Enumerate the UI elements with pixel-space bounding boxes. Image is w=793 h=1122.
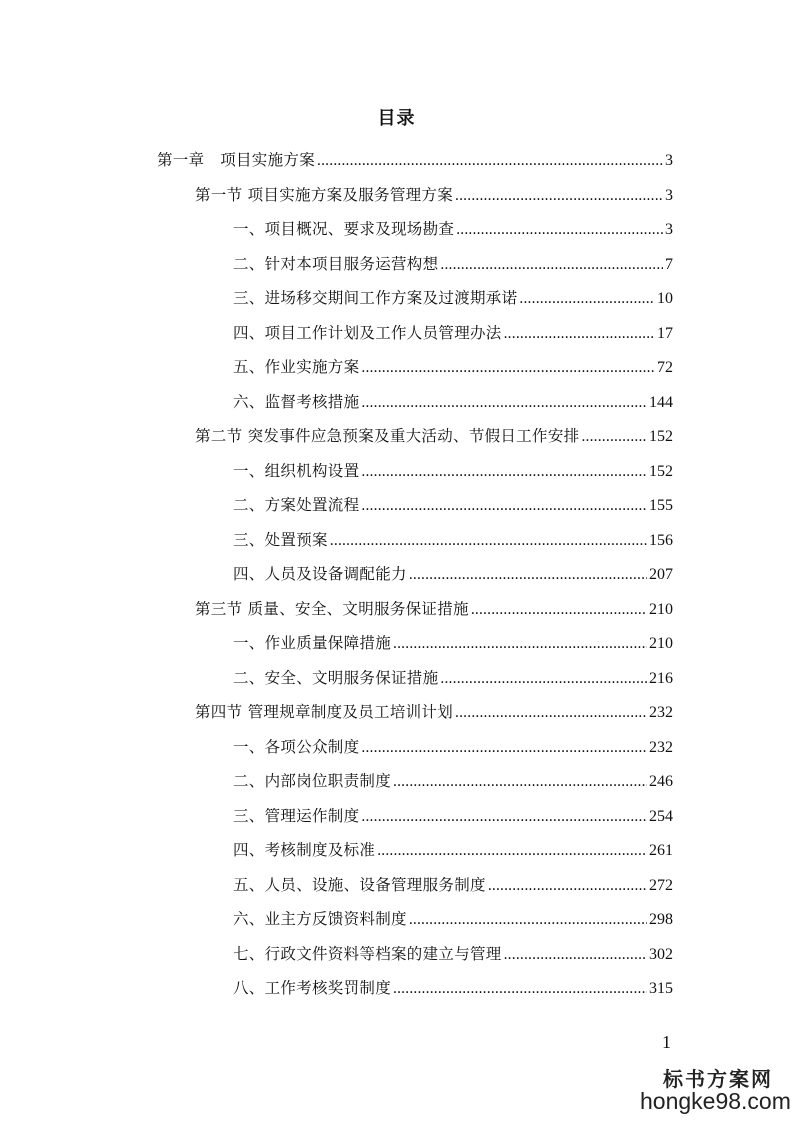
page-title: 目录 (377, 108, 416, 129)
toc-entry-title: 三、管理运作制度 (233, 806, 360, 825)
toc-entry-title: 第三节 质量、安全、文明服务保证措施 (195, 599, 469, 618)
toc-dot-leader (361, 459, 647, 485)
toc-entry-page-number: 3 (665, 186, 673, 204)
toc-entry-title: 第一节 项目实施方案及服务管理方案 (195, 185, 454, 204)
toc-entry-title: 一、各项公众制度 (233, 737, 360, 756)
toc-entry-level-1[interactable] (157, 147, 673, 173)
toc-dot-leader (519, 286, 655, 312)
toc-entry-page-number: 216 (649, 669, 673, 687)
toc-entry-page-number: 144 (649, 393, 673, 411)
toc-dot-leader (409, 562, 647, 588)
toc-entry-level-2[interactable] (195, 596, 673, 622)
toc-entry-page-number: 3 (665, 221, 673, 238)
toc-dot-leader (456, 217, 663, 243)
toc-entry-level-3[interactable] (233, 458, 673, 484)
toc-entry-page-number: 156 (649, 531, 673, 549)
toc-entry-page-number: 152 (649, 428, 673, 445)
toc-entry-level-3[interactable] (233, 906, 673, 932)
toc-entry-title: 四、项目工作计划及工作人员管理办法 (233, 323, 502, 342)
toc-entry-title: 五、作业实施方案 (233, 358, 360, 376)
toc-entry-title: 二、方案处置流程 (233, 496, 360, 514)
toc-entry-title: 三、进场移交期间工作方案及过渡期承诺 (233, 289, 518, 307)
toc-dot-leader (361, 355, 655, 381)
toc-entry-page-number: 232 (649, 704, 673, 721)
toc-entry-title: 二、安全、文明服务保证措施 (233, 668, 439, 687)
watermark-url: hongke98.com (640, 1088, 791, 1114)
toc-entry-page-number: 17 (657, 324, 673, 342)
toc-entry-level-3[interactable] (233, 872, 673, 898)
toc-entry-title: 第二节 突发事件应急预案及重大活动、节假日工作安排 (195, 427, 580, 445)
toc-entry-title: 二、内部岗位职责制度 (233, 772, 392, 790)
toc-dot-leader (581, 424, 647, 450)
toc-entry-page-number: 232 (649, 738, 673, 756)
toc-entry-level-3[interactable] (233, 837, 673, 863)
toc-entry-page-number: 155 (649, 497, 673, 514)
toc-dot-leader (504, 942, 647, 968)
toc-entry-level-3[interactable] (233, 389, 673, 415)
toc-entry-level-2[interactable] (195, 699, 673, 725)
toc-entry-level-3[interactable] (233, 251, 673, 277)
toc-entry-title: 二、针对本项目服务运营构想 (233, 254, 439, 273)
toc-entry-title: 七、行政文件资料等档案的建立与管理 (233, 944, 502, 963)
toc-entry-level-3[interactable] (233, 527, 673, 553)
toc-entry-level-3[interactable] (233, 941, 673, 967)
toc-entry-page-number: 72 (657, 359, 673, 376)
toc-dot-leader (361, 804, 647, 830)
toc-entry-title: 第一章 项目实施方案 (157, 151, 316, 169)
toc-entry-level-3[interactable] (233, 561, 673, 587)
toc-entry-level-3[interactable] (233, 216, 673, 242)
toc-entry-level-3[interactable] (233, 975, 673, 1001)
toc-entry-level-3[interactable] (233, 354, 673, 380)
toc-entry-level-3[interactable] (233, 630, 673, 656)
toc-entry-page-number: 302 (649, 945, 673, 963)
toc-entry-page-number: 3 (665, 152, 673, 169)
toc-entry-page-number: 261 (649, 842, 673, 859)
toc-entry-title: 八、工作考核奖罚制度 (233, 979, 392, 997)
toc-dot-leader (361, 493, 647, 519)
toc-dot-leader (504, 321, 655, 347)
toc-dot-leader (455, 183, 663, 209)
watermark-logo-text: 标书方案网 (663, 1067, 773, 1091)
toc-entry-page-number: 10 (657, 290, 673, 307)
toc-entry-page-number: 152 (649, 462, 673, 480)
toc-entry-title: 三、处置预案 (233, 530, 328, 549)
toc-dot-leader (377, 838, 647, 864)
toc-dot-leader (361, 735, 647, 761)
toc-entry-level-3[interactable] (233, 734, 673, 760)
toc-entry-title: 一、作业质量保障措施 (233, 634, 392, 652)
toc-dot-leader (488, 873, 647, 899)
toc-dot-leader (330, 528, 647, 554)
page-number: 1 (662, 1032, 671, 1052)
toc-entry-title: 第四节 管理规章制度及员工培训计划 (195, 703, 454, 721)
toc-entry-level-2[interactable] (195, 423, 673, 449)
toc-entry-level-3[interactable] (233, 768, 673, 794)
toc-entry-title: 一、项目概况、要求及现场勘查 (233, 220, 455, 238)
toc-entry-page-number: 315 (649, 980, 673, 997)
toc-dot-leader (409, 907, 647, 933)
toc-dot-leader (393, 976, 647, 1002)
toc-entry-level-3[interactable] (233, 492, 673, 518)
toc-entry-title: 四、考核制度及标准 (233, 841, 376, 859)
toc-entry-title: 六、监督考核措施 (233, 392, 360, 411)
toc-entry-page-number: 298 (649, 911, 673, 928)
toc-entry-title: 六、业主方反馈资料制度 (233, 910, 407, 928)
toc-dot-leader (471, 597, 647, 623)
toc-dot-leader (393, 769, 647, 795)
toc-entry-page-number: 246 (649, 773, 673, 790)
toc-dot-leader (393, 631, 647, 657)
toc-entry-page-number: 210 (649, 635, 673, 652)
toc-entry-page-number: 272 (649, 876, 673, 894)
toc-entry-level-3[interactable] (233, 320, 673, 346)
toc-entry-page-number: 207 (649, 566, 673, 583)
toc-entry-page-number: 7 (665, 255, 673, 273)
toc-entry-title: 一、组织机构设置 (233, 461, 360, 480)
toc-entry-title: 五、人员、设施、设备管理服务制度 (233, 875, 486, 894)
toc-dot-leader (440, 252, 663, 278)
toc-entry-page-number: 210 (649, 600, 673, 618)
toc-entry-level-3[interactable] (233, 285, 673, 311)
toc-entry-level-3[interactable] (233, 665, 673, 691)
toc-entry-level-2[interactable] (195, 182, 673, 208)
toc-dot-leader (440, 666, 647, 692)
toc-entry-level-3[interactable] (233, 803, 673, 829)
toc-dot-leader (317, 148, 663, 174)
toc-entry-title: 四、人员及设备调配能力 (233, 565, 407, 583)
toc-entry-page-number: 254 (649, 807, 673, 825)
toc-dot-leader (455, 700, 647, 726)
toc-dot-leader (361, 390, 647, 416)
